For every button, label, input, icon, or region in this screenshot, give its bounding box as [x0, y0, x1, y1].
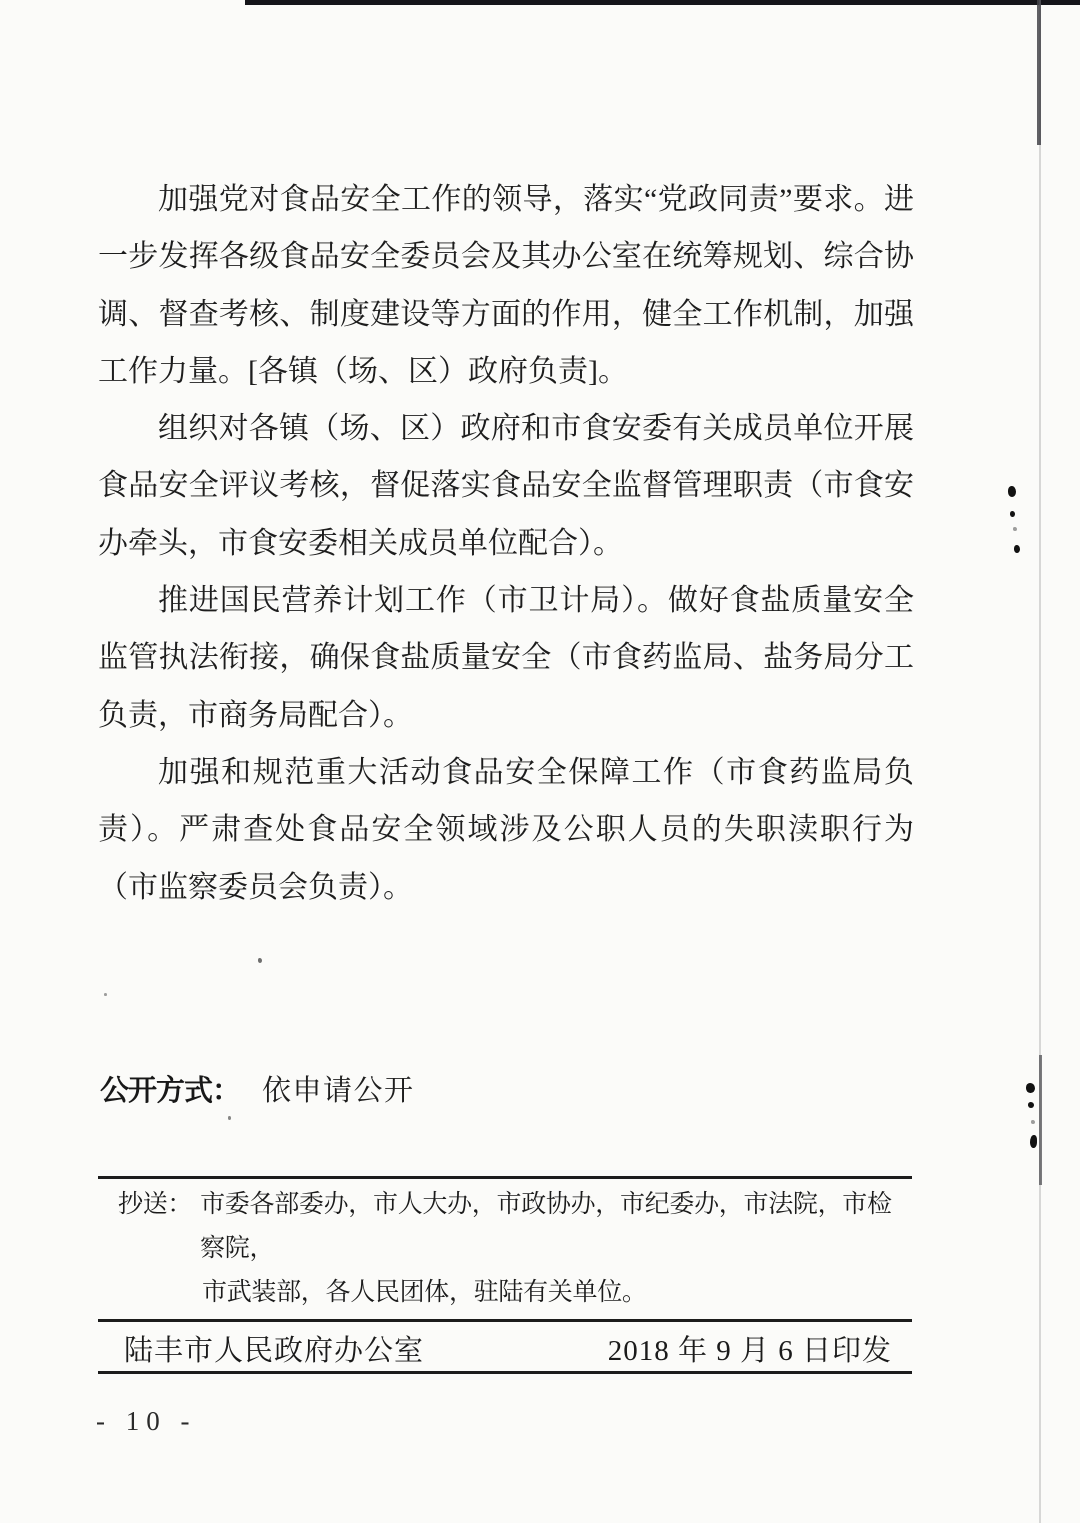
scan-fold-line-dark-top [1037, 0, 1041, 145]
disclosure-label: 公开方式： [100, 1075, 241, 1107]
scan-artifact-dot [1014, 545, 1020, 553]
scan-artifact-dot [258, 958, 262, 963]
scan-edge-band [245, 0, 1080, 5]
disclosure-value: 依申请公开 [262, 1075, 415, 1107]
paragraph-nutrition-salt: 推进国民营养计划工作（市卫计局）。做好食盐质量安全监管执法衔接，确保食盐质量安全（市食药监局、盐务局分工负责，市商务局配合）。 [98, 584, 914, 732]
paragraph-party-leadership: 加强党对食品安全工作的领导，落实“党政同责”要求。进一步发挥各级食品安全委员会及其办公室在统筹规划、综合协调、督查考核、制度建设等方面的作用，健全工作机制，加强工作力量。[各镇（场、区）政府负责]。 [98, 183, 914, 388]
scan-artifact-dot [1026, 1083, 1035, 1093]
scan-artifact-dot [228, 1116, 231, 1120]
scan-artifact-dot [1028, 1102, 1034, 1108]
cc-recipients-line2: 市武装部，各人民团体，驻陆有关单位。 [202, 1279, 647, 1306]
document-footer [98, 1176, 912, 1374]
scan-artifact-dot [104, 993, 107, 996]
scan-artifact-dot [1031, 1120, 1035, 1124]
issue-row [98, 1322, 912, 1371]
cc-recipients-line1: 市委各部委办，市人大办，市政协办，市纪委办，市法院，市检察院， [200, 1191, 892, 1262]
scan-artifact-dot [1010, 511, 1015, 517]
document-body [98, 171, 914, 916]
scan-artifact-dot [1030, 1135, 1037, 1148]
scan-fold-line-dark-mid [1039, 1055, 1042, 1185]
cc-block [98, 1179, 912, 1322]
paragraph-major-events: 加强和规范重大活动食品安全保障工作（市食药监局负责）。严肃查处食品安全领域涉及公职人员的失职渎职行为（市监察委员会负责）。 [98, 755, 914, 904]
issuing-office: 陆丰市人民政府办公室 [124, 1335, 425, 1367]
page-number: - 10 - [96, 1406, 197, 1436]
scan-artifact-dot [1008, 486, 1016, 497]
cc-label: 抄送： [118, 1191, 193, 1218]
cc-line-1 [118, 1183, 910, 1271]
scan-artifact-dot [1013, 527, 1017, 531]
disclosure-line [100, 1074, 415, 1109]
scan-fold-line [1039, 0, 1041, 1523]
print-date: 2018 年 9 月 6 日印发 [607, 1335, 892, 1367]
paragraph-assessment: 组织对各镇（场、区）政府和市食安委有关成员单位开展食品安全评议考核，督促落实食品安全监督管理职责（市食安办牵头，市食安委相关成员单位配合）。 [98, 412, 914, 560]
